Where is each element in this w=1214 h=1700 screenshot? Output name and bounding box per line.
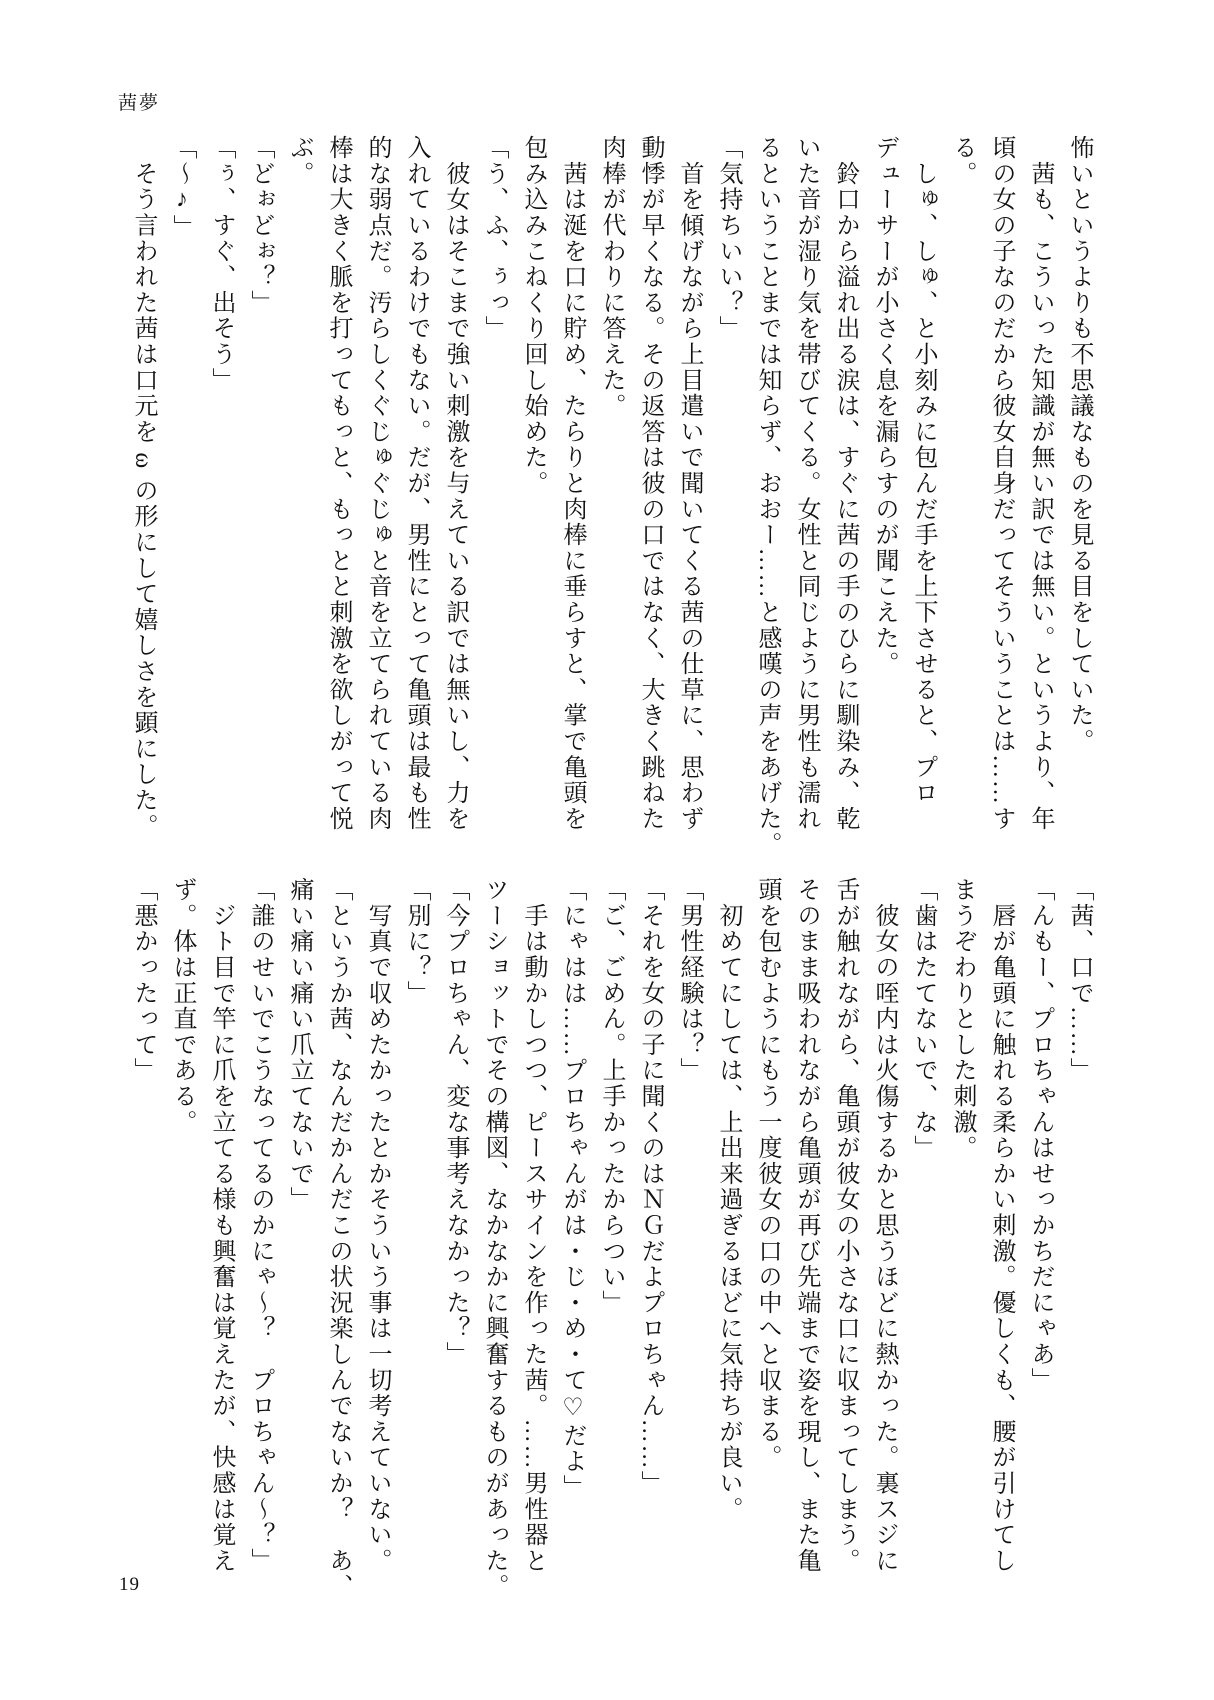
text-column: 「男性経験は？」	[676, 877, 702, 1084]
text-column: まうぞわりとした刺激。	[949, 877, 975, 1161]
text-column: 彼女はそこまで強い刺激を与えている訳では無いし、力を	[442, 135, 468, 832]
text-column: 的な弱点だ。汚らしくぐじゅぐじゅと音を立てられている肉	[364, 135, 390, 832]
text-column: 入れているわけでもない。だが、男性にとって亀頭は最も性	[403, 135, 429, 832]
text-block-top	[130, 135, 1092, 858]
text-column: いた音が湿り気を帯びてくる。女性と同じように男性も濡れ	[793, 135, 819, 832]
text-column: 痛い痛い痛い爪立てないで」	[286, 877, 312, 1213]
text-column: しゅ、しゅ、と小刻みに包んだ手を上下させると、プロ	[910, 135, 936, 806]
text-column: そう言われた茜は口元を ω の形にして嬉しさを顕にした。	[130, 135, 156, 839]
text-column: 「ぅ、すぐ、出そう」	[208, 135, 234, 393]
text-column: 「んもー、プロちゃんはせっかちだにゃあ」	[1027, 877, 1053, 1393]
text-column: 棒は大きく脈を打ってもっと、もっとと刺激を欲しがって悦	[325, 135, 351, 832]
text-column: 「別に？」	[403, 877, 429, 1006]
text-column: る。	[949, 135, 975, 187]
text-column: 怖いというよりも不思議なものを見る目をしていた。	[1066, 135, 1092, 755]
text-column: 「今プロちゃん、変な事考えなかった？」	[442, 877, 468, 1368]
text-column: ず。体は正直である。	[169, 877, 195, 1135]
text-column: 茜も、こういった知識が無い訳では無い。というより、年	[1027, 135, 1053, 832]
text-column: 頭を包むようにもう一度彼女の口の中へと収まる。	[754, 877, 780, 1471]
text-column: ツーショットでその構図、なかなかに興奮するものがあった。	[481, 877, 507, 1600]
text-column: 茜は涎を口に貯め、たらりと肉棒に垂らすと、掌で亀頭を	[559, 135, 585, 832]
text-block-bottom	[130, 877, 1092, 1600]
text-column: 首を傾げながら上目遣いで聞いてくる茜の仕草に、思わず	[676, 135, 702, 832]
text-column: 彼女の咥内は火傷するかと思うほどに熱かった。裏スジに	[871, 877, 897, 1574]
text-column: 唇が亀頭に触れる柔らかい刺激。優しくも、腰が引けてし	[988, 877, 1014, 1574]
text-column: 頃の女の子なのだから彼女自身だってそういうことは……す	[988, 135, 1014, 832]
text-column: 動悸が早くなる。その返答は彼の口ではなく、大きく跳ねた	[637, 135, 663, 832]
text-column: 「気持ちいい？」	[715, 135, 741, 342]
text-column: 「というか茜、なんだかんだこの状況楽しんでないか？ あ、	[325, 877, 351, 1600]
text-column: 「誰のせいでこうなってるのかにゃ〜？ プロちゃん〜？」	[247, 877, 273, 1574]
text-column: 「茜、口で……」	[1066, 877, 1092, 1084]
text-column: 「どぉどぉ？」	[247, 135, 273, 316]
text-column: 「歯はたてないで、な」	[910, 877, 936, 1161]
text-column: 「にゃはは……プロちゃんがは・じ・め・て♡だよ」	[559, 877, 585, 1501]
text-column: 肉棒が代わりに答えた。	[598, 135, 624, 419]
text-column: 鈴口から溢れ出る涙は、すぐに茜の手のひらに馴染み、乾	[832, 135, 858, 832]
text-column: そのまま吸われながら亀頭が再び先端まで姿を現し、また亀	[793, 877, 819, 1574]
page-header-title: 茜夢	[118, 93, 161, 114]
text-column: 「〜♪」	[169, 135, 195, 241]
text-column: るということまでは知らず、おおー……と感嘆の声をあげた。	[754, 135, 780, 858]
text-column: ジト目で竿に爪を立てる様も興奮は覚えたが、快感は覚え	[208, 877, 234, 1574]
text-column: 舌が触れながら、亀頭が彼女の小さな口に収まってしまう。	[832, 877, 858, 1574]
page-number: 19	[119, 1574, 140, 1595]
text-column: 手は動かしつつ、ピースサインを作った茜。……男性器と	[520, 877, 546, 1574]
text-column: 「それを女の子に聞くのはＮＧだよプロちゃん……」	[637, 877, 663, 1497]
text-column: 「悪かったって」	[130, 877, 156, 1084]
text-column: デューサーが小さく息を漏らすのが聞こえた。	[871, 135, 897, 677]
text-column: 初めてにしては、上出来過ぎるほどに気持ちが良い。	[715, 877, 741, 1522]
text-column: 「う、ふ、ぅっ」	[481, 135, 507, 342]
text-column: 包み込みこねくり回し始めた。	[520, 135, 546, 497]
text-column: 写真で収めたかったとかそういう事は一切考えていない。	[364, 877, 390, 1574]
text-column: 「ご、ごめん。上手かったからつい」	[598, 877, 624, 1316]
text-column: ぶ。	[286, 135, 312, 187]
